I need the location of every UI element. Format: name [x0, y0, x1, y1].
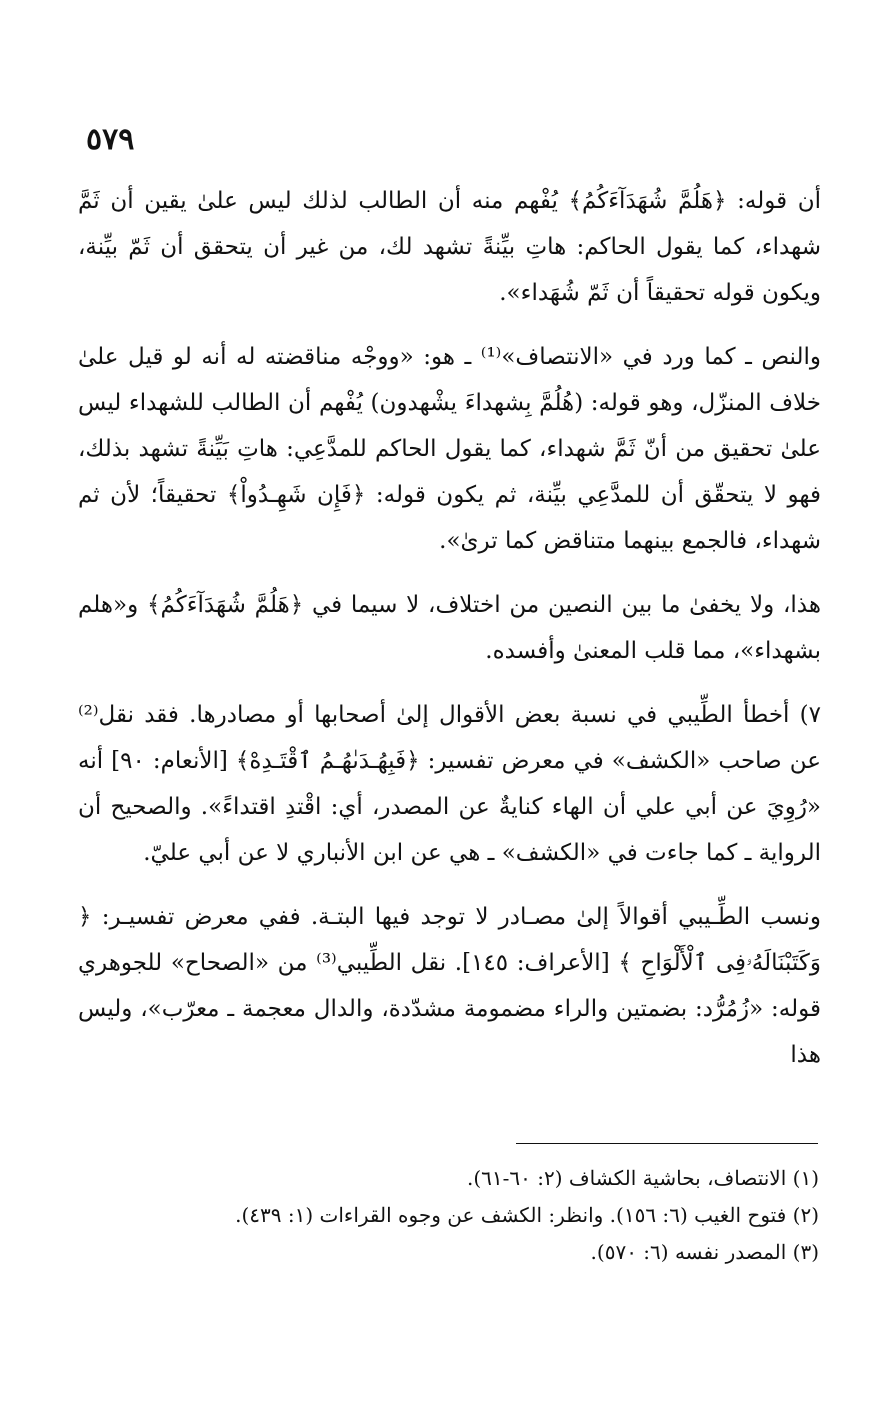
- paragraph-false-attribution: ونسب الطِّـيبي أقوالاً إلىٰ مصـادر لا توجد فيها البتـة. ففي معرض تفسيـر: ﴿ وَكَتَبْنَالَهُۥفِى ٱلْأَلْوَاحِ ﴾ [الأعراف: ١٤٥]. نقل الطِّيبي⁽³⁾ من «الصحاح» للجوهري قوله: «زُمُرُّد: بضمتين والراء مضمومة مشدّدة، والدال معجمة ـ معرّب»، وليس هذا: [78, 904, 821, 1068]
- paragraph-point-seven: ٧) أخطأ الطِّيبي في نسبة بعض الأقوال إلىٰ أصحابها أو مصادرها. فقد نقل⁽²⁾ عن صاحب «الكشف» في معرض تفسير: ﴿فَبِهُـدَىٰهُـمُ ٱقْتَـدِهْ﴾ [الأنعام: ٩٠] أنه «رُوِيَ عن أبي علي أن الهاء كنايةٌ عن المصدر، أي: اقْتدِ اقتداءً». والصحيح أن الرواية ـ كما جاءت في «الكشف» ـ هي عن ابن الأنباري لا عن أبي عليّ.: [78, 702, 821, 866]
- footnotes: [78, 1160, 819, 1271]
- page-number: ٥٧٩: [86, 122, 135, 157]
- footnote-3: (٣) المصدر نفسه (٦: ٥٧٠).: [590, 1240, 819, 1264]
- main-text: [78, 178, 821, 1096]
- footnote-divider: [516, 1143, 818, 1144]
- paragraph-difference-note: هذا، ولا يخفىٰ ما بين النصين من اختلاف، لا سيما في ﴿هَلُمَّ شُهَدَآءَكُمُ﴾ و«هلم بشهداء»، مما قلب المعنىٰ وأفسده.: [78, 592, 821, 664]
- paragraph-continuation: أن قوله: ﴿هَلُمَّ شُهَدَآءَكُمُ﴾ يُفْهم منه أن الطالب لذلك ليس علىٰ يقين أن ثَمَّ شهداء، كما يقول الحاكم: هاتِ بيِّنةً تشهد لك، من غير أن يتحقق أن ثَمّ بيِّنة، ويكون قوله تحقيقاً أن ثَمّ شُهَداء».: [78, 188, 821, 306]
- footnote-1: (١) الانتصاف، بحاشية الكشاف (٢: ٦٠-٦١).: [466, 1166, 819, 1190]
- paragraph-intisaf-quote: والنص ـ كما ورد في «الانتصاف»⁽¹⁾ ـ هو: «ووجْه مناقضته له أنه لو قيل علىٰ خلاف المنزّل، وهو قوله: (هُلُمَّ بِشهداءَ يشْهدون) يُفْهم أن الطالب للشهداء ليس علىٰ تحقيق من أنّ ثَمَّ شهداء، كما يقول الحاكم للمدَّعِي: هاتِ بَيِّنةً تشهد بذلك، فهو لا يتحقّق أن للمدَّعِي بيِّنة، ثم يكون قوله: ﴿فَإِن شَهِـدُواْ﴾ تحقيقاً؛ لأن ثم شهداء، فالجمع بينهما متناقض كما ترىٰ».: [78, 344, 821, 554]
- footnote-2: (٢) فتوح الغيب (٦: ١٥٦). وانظر: الكشف عن وجوه القراءات (١: ٤٣٩).: [235, 1203, 819, 1227]
